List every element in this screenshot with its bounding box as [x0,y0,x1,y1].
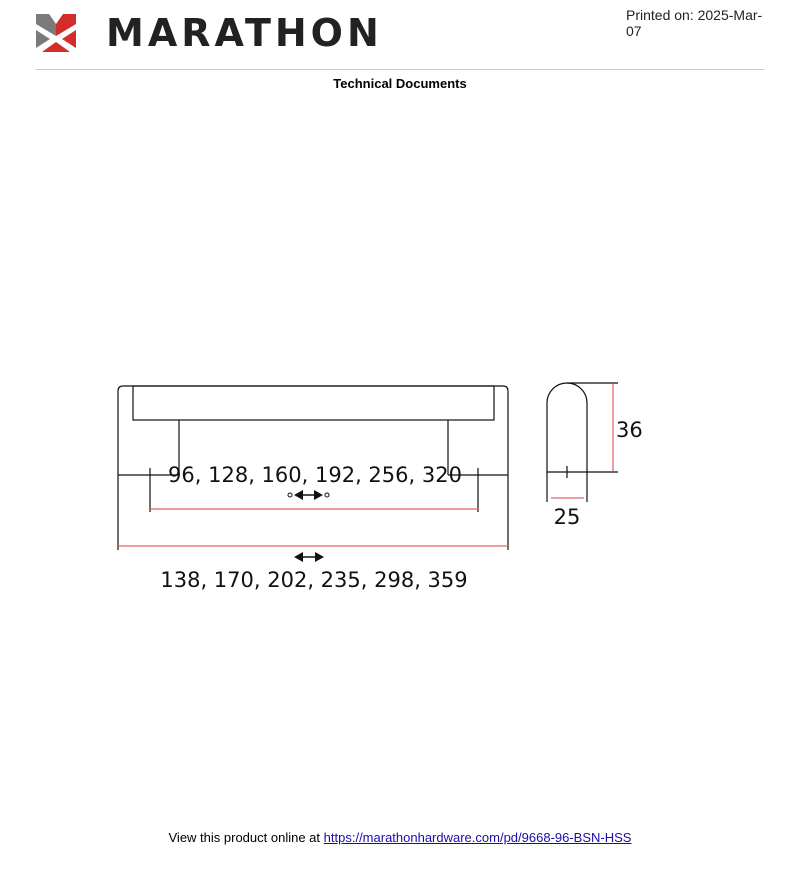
brand-wordmark: MARATHON [106,11,383,55]
hole-spacing-label: 96, 128, 160, 192, 256, 320 [168,463,462,487]
section-title: Technical Documents [333,76,467,91]
hole-spacing-arrow-icon [288,490,329,500]
product-link[interactable]: https://marathonhardware.com/pd/9668-96-BSN-HSS [323,830,632,845]
printed-date: Printed on: 2025-Mar-07 [626,7,763,39]
footer [0,830,800,845]
handle-side-view [547,383,618,502]
length-arrow-icon [294,552,324,562]
footer-prefix: View this product online at [168,830,321,845]
overall-length-label: 138, 170, 202, 235, 298, 359 [160,568,468,592]
height-label: 36 [616,418,643,442]
width-label: 25 [553,505,581,529]
